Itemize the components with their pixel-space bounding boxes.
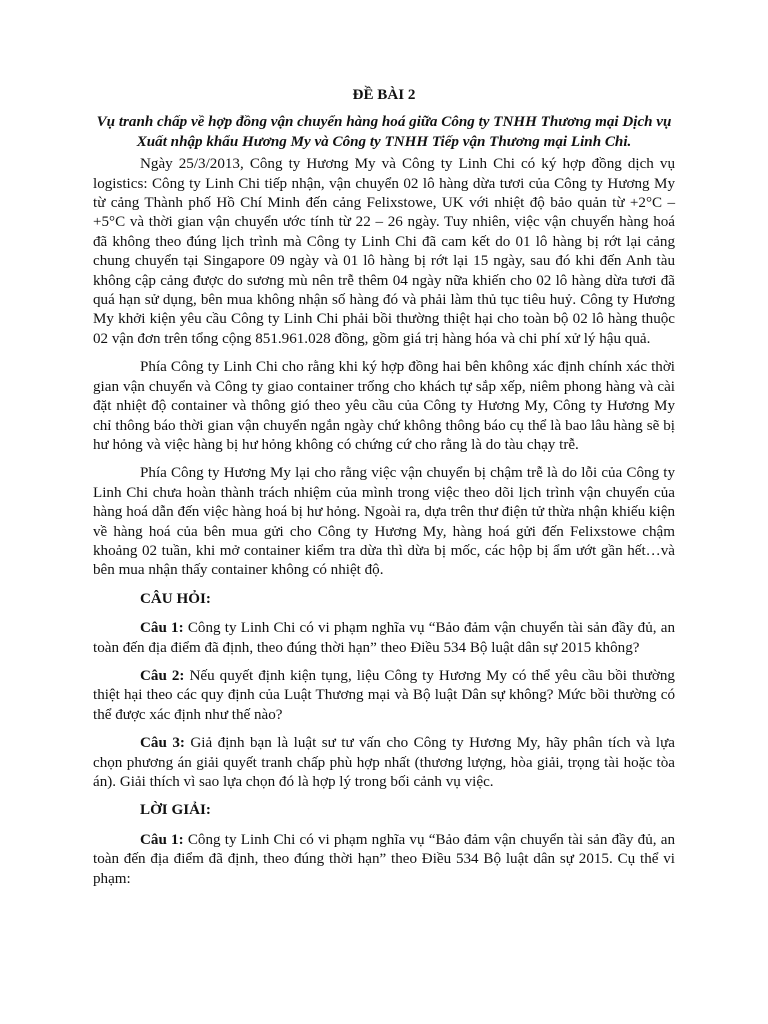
answers-heading: LỜI GIẢI: (140, 802, 211, 819)
question-1 (93, 619, 675, 658)
document-page (93, 86, 675, 898)
case-paragraph-2: Phía Công ty Linh Chi cho rằng khi ký hợp đồng hai bên không xác định chính xác thời gian vận chuyển và Công ty giao container trống cho khách tự sắp xếp, niêm phong hàng và cài đặt nhiệt độ container và thông gió theo yêu cầu của Công ty Hương My, Công ty Hương My chỉ thông báo thời gian vận chuyển ngắn ngày chứ không thông báo cụ thể là bao lâu hàng sẽ bị hư hỏng và việc hàng bị hư hỏng không có chứng cứ cho rằng là do tàu chạy trễ. (93, 359, 675, 453)
question-2-text: Nếu quyết định kiện tụng, liệu Công ty Hương My có thể yêu cầu bồi thường thiệt hại theo các quy định của Luật Thương mại và Bộ luật Dân sự không? Mức bồi thường có thể được xác định như thế nào? (93, 667, 675, 723)
answer-1-label: Câu 1: (140, 831, 184, 848)
answer-1 (93, 831, 675, 889)
question-3-label: Câu 3: (140, 735, 185, 752)
case-paragraph-1: Ngày 25/3/2013, Công ty Hương My và Công ty Linh Chi có ký hợp đồng dịch vụ logistics: Công ty Linh Chi tiếp nhận, vận chuyển 02 lô hàng dừa tươi của Công ty Hương My từ cảng Thành phố Hồ Chí Minh đến cảng Felixstowe, UK với nhiệt độ bảo quản từ +2°C – +5°C và thời gian vận chuyển ước tính từ 22 – 26 ngày. Tuy nhiên, việc vận chuyển hàng hoá đã không theo đúng lịch trình mà Công ty Linh Chi đã cam kết do 01 lô hàng bị rớt lại cảng chung chuyển tại Singapore 09 ngày và 01 lô hàng bị rớt lại 15 ngày, sau đó khi đến Anh tàu không cập cảng được do sương mù nên trễ thêm 04 ngày nữa khiến cho 02 lô hàng dừa tươi đã quá hạn sử dụng, bên mua không nhận số hàng đó và phải làm thủ tục tiêu huỷ. Công ty Hương My khởi kiện yêu cầu Công ty Linh Chi phải bồi thường thiệt hại cho toàn bộ 02 lô hàng thuộc 02 vận đơn trên tổng cộng 851.961.028 đồng, gồm giá trị hàng hóa và chi phí xử lý hậu quả. (93, 156, 675, 347)
question-3 (93, 734, 675, 792)
questions-heading: CÂU HỎI: (140, 590, 211, 607)
question-2-label: Câu 2: (140, 667, 185, 684)
question-1-text: Công ty Linh Chi có vi phạm nghĩa vụ “Bảo đảm vận chuyển tài sản đầy đủ, an toàn đến địa điểm đã định, theo đúng thời hạn” theo Điều 534 Bộ luật dân sự 2015 không? (93, 620, 675, 656)
question-1-label: Câu 1: (140, 620, 184, 637)
answer-1-text: Công ty Linh Chi có vi phạm nghĩa vụ “Bảo đảm vận chuyển tài sản đầy đủ, an toàn đến địa điểm đã định, theo đúng thời hạn” theo Điều 534 Bộ luật dân sự 2015. Cụ thể vi phạm: (93, 831, 675, 887)
document-subtitle: Vụ tranh chấp về hợp đồng vận chuyển hàng hoá giữa Công ty TNHH Thương mại Dịch vụ Xuất nhập khẩu Hương My và Công ty TNHH Tiếp vận Thương mại Linh Chi. (96, 114, 672, 150)
question-2 (93, 667, 675, 725)
document-title: ĐỀ BÀI 2 (352, 87, 416, 103)
question-3-text: Giả định bạn là luật sư tư vấn cho Công ty Hương My, hãy phân tích và lựa chọn phương án giải quyết tranh chấp phù hợp nhất (thương lượng, hòa giải, trọng tài hoặc tòa án). Giải thích vì sao lựa chọn đó là hợp lý trong bối cảnh vụ việc. (93, 735, 675, 790)
case-paragraph-3: Phía Công ty Hương My lại cho rằng việc vận chuyển bị chậm trễ là do lỗi của Công ty Linh Chi chưa hoàn thành trách nhiệm của mình trong việc theo dõi lịch trình vận chuyển của hàng hoá dẫn đến việc hàng hoá bị hư hỏng. Ngoài ra, dựa trên thư điện tử thừa nhận khiếu kiện về hàng hoá của bên mua gửi cho Công ty Hương My, hàng hoá gửi đến Felixstowe chậm khoảng 02 tuần, khi mở container kiểm tra dừa thì dừa bị mốc, các hộp bị ẩm ướt gần hết…và bên mua nhận thấy container không có nhiệt độ. (93, 465, 675, 579)
